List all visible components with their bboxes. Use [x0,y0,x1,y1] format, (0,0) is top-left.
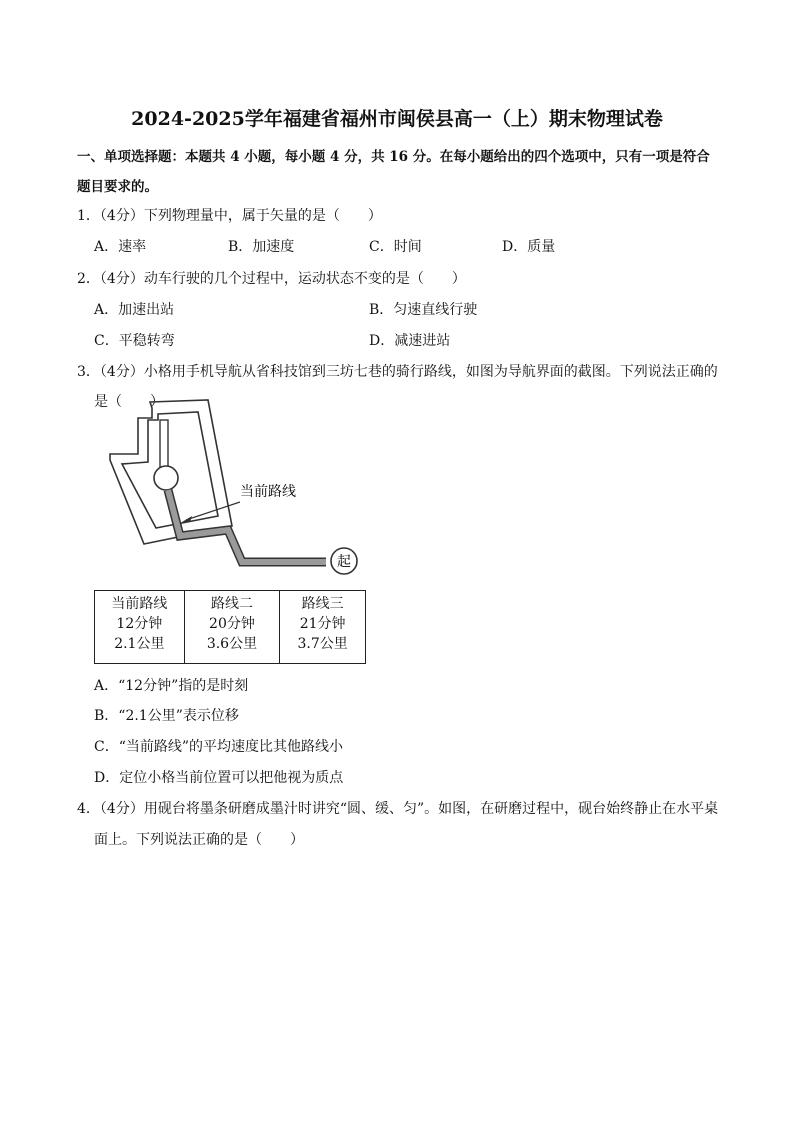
current-route-path [168,490,326,562]
page-title: 2024-2025学年福建省福州市闽侯县高一（上）期末物理试卷 [131,108,663,130]
question-1-option-c: C．时间 [369,239,422,255]
route-cell-two [184,591,280,664]
map-road-segment [160,420,168,470]
question-3-stem-line1: 3．（4分）小格用手机导航从省科技馆到三坊七巷的骑行路线，如图为导航界面的截图。下列说法正确的 [77,364,718,380]
question-2-option-a: A．加速出站 [94,302,175,318]
question-1-option-a: A．速率 [94,239,147,255]
route-distance: 3.6公里 [206,636,258,652]
route-time: 21分钟 [299,616,346,632]
question-2-option-c: C．平稳转弯 [94,333,175,349]
route-time: 20分钟 [209,616,255,632]
question-1-option-b: B．加速度 [228,239,295,255]
start-marker-label: 起 [337,554,351,570]
question-3-option-a: A．“12分钟”指的是时刻 [94,678,249,694]
route-distance: 3.7公里 [297,636,348,652]
question-2-option-d: D．减速进站 [369,333,451,349]
route-distance: 2.1公里 [114,636,165,652]
route-comparison-table [94,590,366,664]
route-cell-current [95,591,185,664]
question-2-option-b: B．匀速直线行驶 [369,302,478,318]
question-3-option-d: D．定位小格当前位置可以把他视为质点 [94,770,344,786]
question-4-stem-line1: 4．（4分）用砚台将墨条研磨成墨汁时讲究“圆、缓、匀”。如图，在研磨过程中，砚台始终静止在水平桌 [77,801,719,817]
route-time: 12分钟 [116,616,163,632]
section-heading-line2: 题目要求的。 [77,179,158,195]
route-cell-three [280,591,366,664]
table-row [95,591,366,664]
route-name: 当前路线 [111,596,168,612]
question-2-stem: 2．（4分）动车行驶的几个过程中，运动状态不变的是（ ） [77,271,466,287]
route-name: 路线三 [301,596,344,612]
current-route-outline [168,490,326,562]
question-3-option-b: B．“2.1公里”表示位移 [94,708,239,724]
question-3-option-c: C．“当前路线”的平均速度比其他路线小 [94,739,344,755]
question-1-option-d: D．质量 [502,239,556,255]
route-name: 路线二 [210,596,253,612]
question-4-stem-line2: 面上。下列说法正确的是（ ） [94,832,304,848]
question-3-stem-line2: 是（ ） [94,394,164,410]
navigation-map-figure [100,398,372,580]
section-heading-line1: 一、单项选择题：本题共 4 小题，每小题 4 分，共 16 分。在每小题给出的四个选项中，只有一项是符合 [77,149,710,165]
route-label: 当前路线 [240,484,296,500]
roundabout-circle [154,466,178,490]
question-1-stem: 1．（4分）下列物理量中，属于矢量的是（ ） [77,208,382,224]
